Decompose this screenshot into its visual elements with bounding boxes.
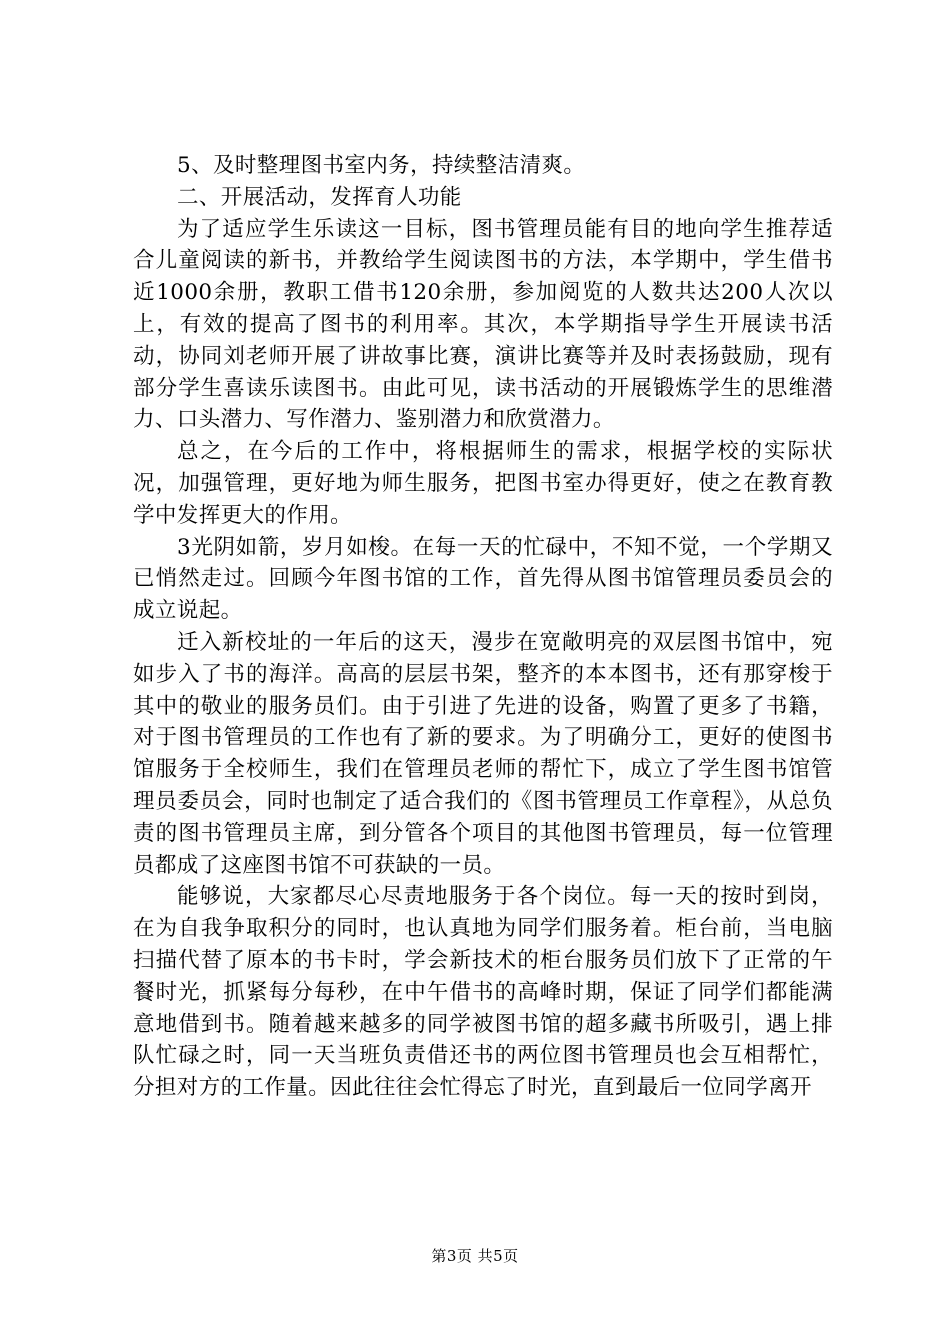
paragraph-4: 3光阴如箭，岁月如梭。在每一天的忙碌中，不知不觉，一个学期又已悄然走过。回顾今年图书馆的工作，首先得从图书馆管理员委员会的成立说起。 <box>133 534 833 624</box>
paragraph-2: 为了适应学生乐读这一目标，图书管理员能有目的地向学生推荐适合儿童阅读的新书，并教给学生阅读图书的方法，本学期中，学生借书近1000余册，教职工借书120余册，参加阅览的人数共达200人次以上，有效的提高了图书的利用率。其次，本学期指导学生开展读书活动，协同刘老师开展了讲故事比赛，演讲比赛等并及时表扬鼓励，现有部分学生喜读乐读图书。由此可见，读书活动的开展锻炼学生的思维潜力、口头潜力、写作潜力、鉴别潜力和欣赏潜力。 <box>133 216 833 433</box>
section-heading: 二、开展活动，发挥育人功能 <box>177 184 462 210</box>
page-number-footer: 第3页 共5页 <box>431 1247 519 1265</box>
paragraph-6: 能够说，大家都尽心尽责地服务于各个岗位。每一天的按时到岗，在为自我争取积分的同时，也认真地为同学们服务着。柜台前，当电脑扫描代替了原本的书卡时，学会新技术的柜台服务员们放下了正常的午餐时光，抓紧每分每秒，在中午借书的高峰时期，保证了同学们都能满意地借到书。随着越来越多的同学被图书馆的超多藏书所吸引，遇上排队忙碌之时，同一天当班负责借还书的两位图书管理员也会互相帮忙，分担对方的工作量。因此往往会忙得忘了时光，直到最后一位同学离开 <box>133 884 833 1101</box>
paragraph-5: 迁入新校址的一年后的这天，漫步在宽敞明亮的双层图书馆中，宛如步入了书的海洋。高高的层层书架，整齐的本本图书，还有那穿梭于其中的敬业的服务员们。由于引进了先进的设备，购置了更多了书籍，对于图书管理员的工作也有了新的要求。为了明确分工，更好的使图书馆服务于全校师生，我们在管理员老师的帮忙下，成立了学生图书馆管理员委员会，同时也制定了适合我们的《图书管理员工作章程》，从总负责的图书管理员主席，到分管各个项目的其他图书管理员，每一位管理员都成了这座图书馆不可获缺的一员。 <box>133 629 833 878</box>
paragraph-3: 总之，在今后的工作中，将根据师生的需求，根据学校的实际状况，加强管理，更好地为师生服务，把图书室办得更好，使之在教育教学中发挥更大的作用。 <box>133 439 833 528</box>
paragraph-1: 5、及时整理图书室内务，持续整洁清爽。 <box>177 153 586 178</box>
document-body <box>133 150 833 1104</box>
